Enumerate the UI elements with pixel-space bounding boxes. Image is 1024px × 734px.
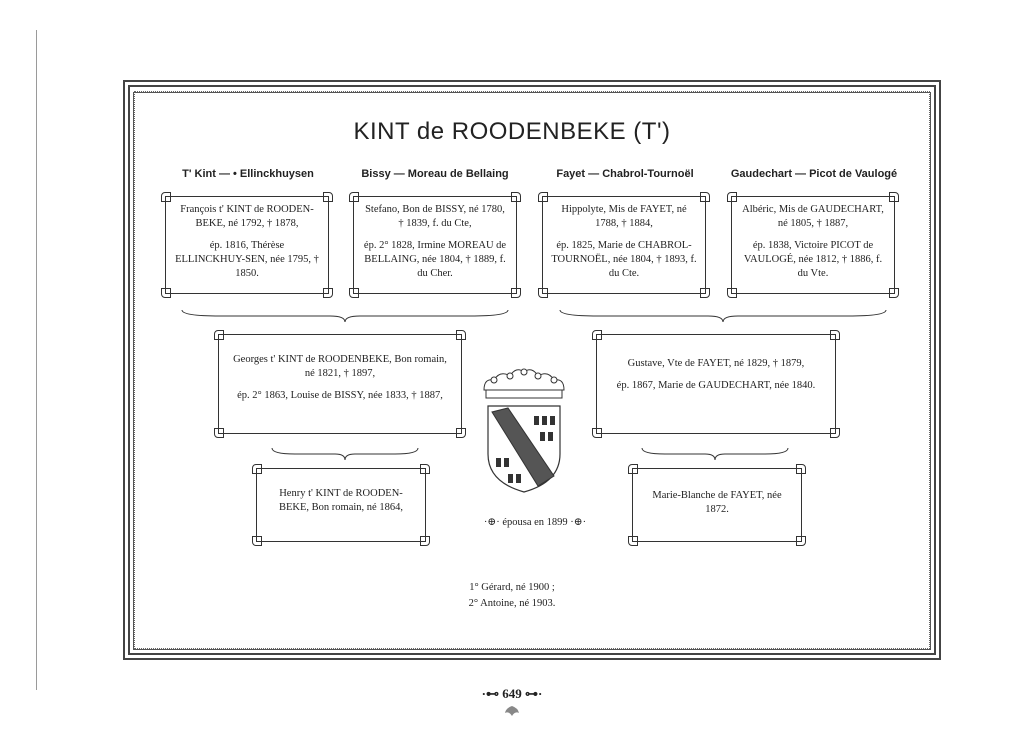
marriage-note: [470, 516, 600, 528]
brace-connector: [640, 446, 790, 460]
grandchildren-list: [0, 580, 1024, 612]
ancestor-text: Hippolyte, Mis de FAYET, né 1788, † 1884,: [561, 204, 687, 229]
parent-text: Georges t' KINT de ROODENBEKE, Bon romain, né 1821, † 1897,: [233, 354, 447, 379]
brace-connector: [558, 308, 888, 322]
ornament-icon: ⊶·: [521, 686, 543, 701]
brace-connector: [180, 308, 510, 322]
child-box-henry: [256, 468, 426, 542]
ornament-icon: ·⊷: [481, 686, 503, 701]
parent-text: ép. 2° 1863, Louise de BISSY, née 1833, † 1887,: [237, 390, 443, 401]
ancestor-text: ép. 2° 1828, Irmine MOREAU de BELLAING, née 1804, † 1889, f. du Cher.: [363, 240, 507, 279]
ancestor-text: François t' KINT de ROODEN-BEKE, né 1792, † 1878,: [180, 204, 314, 229]
marriage-text: épousa en 1899: [502, 517, 568, 528]
column-heading-2: Bissy — Moreau de Bellaing: [361, 168, 509, 180]
parent-text: ép. 1867, Marie de GAUDECHART, née 1840.: [616, 380, 816, 391]
brace-connector: [270, 446, 420, 460]
page-number-text: 649: [502, 686, 522, 701]
coat-of-arms: [478, 366, 570, 496]
ancestor-box-fayet: [542, 196, 706, 294]
parent-box-fayet: [596, 334, 836, 434]
ancestor-box-gaudechart: [731, 196, 895, 294]
ancestor-text: Stefano, Bon de BISSY, né 1780, † 1839, f. du Cte,: [365, 204, 505, 229]
ancestor-box-bissy: [353, 196, 517, 294]
column-heading-1: T' Kint — • Ellinckhuysen: [182, 168, 314, 180]
ornament-icon: ·⊕·: [570, 517, 587, 528]
ancestor-box-kint: [165, 196, 329, 294]
ancestor-text: ép. 1825, Marie de CHABROL-TOURNOËL, née 1804, † 1893, f. du Cte.: [551, 240, 697, 279]
ancestor-text: ép. 1838, Victoire PICOT de VAULOGÉ, née 1812, † 1886, f. du Vte.: [743, 240, 883, 279]
ancestor-text: Albéric, Mis de GAUDECHART, né 1805, † 1887,: [742, 204, 884, 229]
ornament-icon: ·⊕·: [483, 517, 500, 528]
page-title: KINT de ROODENBEKE (T'): [353, 118, 671, 145]
child-text: Henry t' KINT de ROODEN-BEKE, Bon romain, né 1864,: [279, 488, 403, 513]
fleuron-icon: [503, 704, 521, 720]
column-heading-3: Fayet — Chabrol-Tournoël: [556, 168, 694, 180]
parent-box-kint: [218, 334, 462, 434]
page-number: [0, 686, 1024, 702]
ancestor-text: ép. 1816, Thérèse ELLINCKHUY-SEN, née 1795, † 1850.: [175, 240, 319, 279]
child-text: Marie-Blanche de FAYET, née 1872.: [652, 490, 782, 515]
column-heading-4: Gaudechart — Picot de Vaulogé: [730, 168, 898, 180]
grandchild-item: 1° Gérard, né 1900 ;: [469, 582, 555, 593]
child-box-marie-blanche: [632, 468, 802, 542]
grandchild-item: 2° Antoine, né 1903.: [468, 598, 556, 609]
parent-text: Gustave, Vte de FAYET, né 1829, † 1879,: [627, 358, 805, 369]
